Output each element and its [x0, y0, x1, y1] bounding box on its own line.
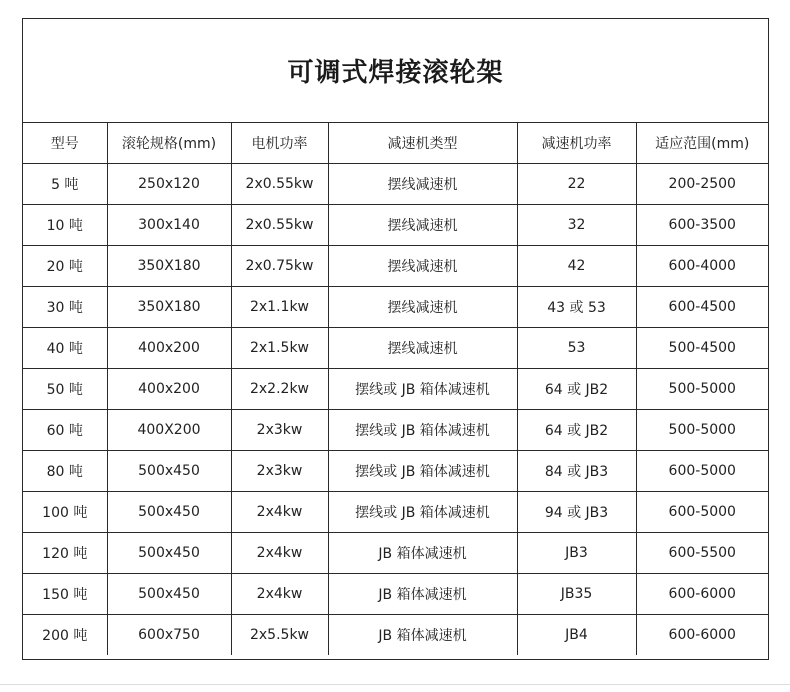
table-row — [23, 164, 768, 205]
cell-size: 500x450 — [107, 492, 231, 533]
cell-model: 200 吨 — [23, 615, 107, 656]
bottom-divider — [0, 684, 790, 685]
cell-reducer-power: JB4 — [517, 615, 636, 656]
cell-reducer-power: 32 — [517, 205, 636, 246]
cell-model: 50 吨 — [23, 369, 107, 410]
cell-model: 40 吨 — [23, 328, 107, 369]
cell-reducer-type: JB 箱体减速机 — [328, 574, 517, 615]
cell-reducer-type: 摆线减速机 — [328, 246, 517, 287]
cell-size: 250x120 — [107, 164, 231, 205]
cell-reducer-type: 摆线减速机 — [328, 287, 517, 328]
cell-reducer-power: 43 或 53 — [517, 287, 636, 328]
header-size: 滚轮规格(mm) — [107, 123, 231, 164]
cell-model: 100 吨 — [23, 492, 107, 533]
cell-motor: 2x0.75kw — [231, 246, 328, 287]
cell-reducer-power: 94 或 JB3 — [517, 492, 636, 533]
cell-reducer-type: 摆线或 JB 箱体减速机 — [328, 451, 517, 492]
cell-size: 400X200 — [107, 410, 231, 451]
header-range: 适应范围(mm) — [636, 123, 768, 164]
cell-reducer-type: 摆线减速机 — [328, 328, 517, 369]
spec-table — [23, 123, 768, 655]
table-row — [23, 369, 768, 410]
cell-range: 200-2500 — [636, 164, 768, 205]
cell-model: 10 吨 — [23, 205, 107, 246]
cell-motor: 2x1.1kw — [231, 287, 328, 328]
cell-reducer-power: 42 — [517, 246, 636, 287]
cell-size: 600x750 — [107, 615, 231, 656]
cell-model: 80 吨 — [23, 451, 107, 492]
cell-size: 400x200 — [107, 369, 231, 410]
header-model: 型号 — [23, 123, 107, 164]
cell-range: 600-5500 — [636, 533, 768, 574]
cell-range: 600-3500 — [636, 205, 768, 246]
cell-reducer-type: 摆线减速机 — [328, 205, 517, 246]
cell-range: 500-4500 — [636, 328, 768, 369]
cell-size: 400x200 — [107, 328, 231, 369]
cell-reducer-type: JB 箱体减速机 — [328, 533, 517, 574]
cell-size: 300x140 — [107, 205, 231, 246]
cell-model: 150 吨 — [23, 574, 107, 615]
title-bar — [23, 19, 768, 123]
cell-reducer-type: 摆线或 JB 箱体减速机 — [328, 369, 517, 410]
header-row — [23, 123, 768, 164]
cell-motor: 2x2.2kw — [231, 369, 328, 410]
cell-range: 500-5000 — [636, 410, 768, 451]
table-row — [23, 246, 768, 287]
header-reducer-power: 减速机功率 — [517, 123, 636, 164]
cell-range: 600-6000 — [636, 574, 768, 615]
cell-reducer-power: 64 或 JB2 — [517, 369, 636, 410]
table-row — [23, 574, 768, 615]
cell-model: 30 吨 — [23, 287, 107, 328]
cell-motor: 2x3kw — [231, 410, 328, 451]
cell-reducer-power: JB3 — [517, 533, 636, 574]
table-row — [23, 492, 768, 533]
cell-reducer-power: 22 — [517, 164, 636, 205]
cell-size: 500x450 — [107, 574, 231, 615]
cell-reducer-type: 摆线或 JB 箱体减速机 — [328, 492, 517, 533]
cell-size: 350X180 — [107, 246, 231, 287]
cell-reducer-power: 64 或 JB2 — [517, 410, 636, 451]
cell-size: 500x450 — [107, 451, 231, 492]
cell-reducer-power: JB35 — [517, 574, 636, 615]
table-row — [23, 328, 768, 369]
table-row — [23, 287, 768, 328]
cell-motor: 2x4kw — [231, 533, 328, 574]
spec-sheet — [22, 18, 769, 660]
cell-range: 600-6000 — [668, 627, 736, 643]
cell-range: 600-5000 — [636, 451, 768, 492]
cell-motor: 2x1.5kw — [231, 328, 328, 369]
cell-reducer-type: JB 箱体减速机 — [328, 615, 517, 656]
cell-reducer-type: 摆线或 JB 箱体减速机 — [328, 410, 517, 451]
cell-motor: 2x0.55kw — [231, 164, 328, 205]
cell-motor: 2x5.5kw — [231, 615, 328, 656]
cell-reducer-type: 摆线减速机 — [328, 164, 517, 205]
cell-motor: 2x4kw — [231, 574, 328, 615]
cell-range: 500-5000 — [636, 369, 768, 410]
cell-range: 600-4500 — [636, 287, 768, 328]
cell-model: 20 吨 — [23, 246, 107, 287]
cell-motor: 2x3kw — [231, 451, 328, 492]
cell-motor: 2x0.55kw — [231, 205, 328, 246]
cell-size: 500x450 — [107, 533, 231, 574]
cell-motor: 2x4kw — [231, 492, 328, 533]
header-reducer-type: 减速机类型 — [328, 123, 517, 164]
cell-reducer-power: 84 或 JB3 — [517, 451, 636, 492]
table-row — [23, 410, 768, 451]
cell-model: 120 吨 — [23, 533, 107, 574]
page-title: 可调式焊接滚轮架 — [287, 58, 504, 88]
cell-model: 5 吨 — [23, 164, 107, 205]
cell-range: 600-5000 — [636, 492, 768, 533]
cell-size: 350X180 — [107, 287, 231, 328]
table-row — [23, 533, 768, 574]
table-row — [23, 205, 768, 246]
cell-reducer-power: 53 — [517, 328, 636, 369]
table-row — [23, 451, 768, 492]
header-motor: 电机功率 — [231, 123, 328, 164]
cell-range: 600-4000 — [636, 246, 768, 287]
cell-model: 60 吨 — [23, 410, 107, 451]
table-row — [23, 615, 768, 656]
